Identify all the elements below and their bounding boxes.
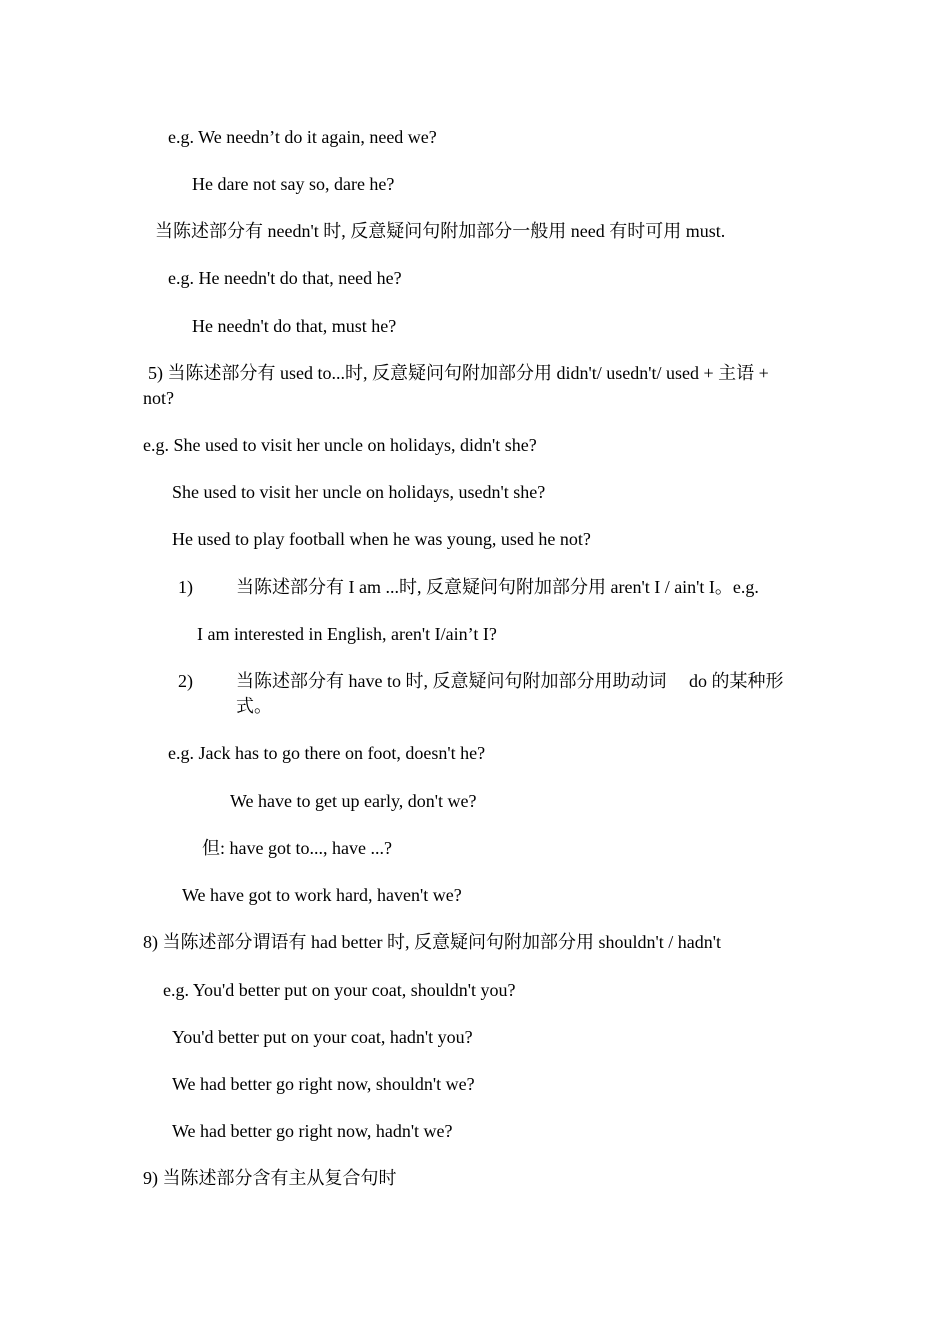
rule-have-to: 当陈述部分有 have to 时, 反意疑问句附加部分用助动词 do 的某种形式。 bbox=[236, 671, 784, 716]
rule-9-complex-sentence: 9) 当陈述部分含有主从复合句时 bbox=[143, 1168, 397, 1188]
list-number-2: 2) bbox=[178, 671, 193, 691]
example-used-to-usedn-t: She used to visit her uncle on holidays, usedn't she? bbox=[172, 482, 546, 502]
rule-needn-t: 当陈述部分有 needn't 时, 反意疑问句附加部分一般用 need 有时可用 must. bbox=[155, 221, 726, 241]
example-had-better-hadn-t-we: We had better go right now, hadn't we? bbox=[172, 1121, 453, 1141]
example-have-got-to: We have got to work hard, haven't we? bbox=[182, 885, 462, 905]
example-has-to: e.g. Jack has to go there on foot, doesn't he? bbox=[168, 743, 486, 763]
example-used-to-used-he-not: He used to play football when he was young, used he not? bbox=[172, 529, 591, 549]
example-have-to: We have to get up early, don't we? bbox=[230, 791, 477, 811]
example-needn-t-need-he: e.g. He needn't do that, need he? bbox=[168, 268, 402, 288]
example-had-better-shouldn-t-you: e.g. You'd better put on your coat, shouldn't you? bbox=[163, 980, 516, 1000]
rule-5-used-to: 5) 当陈述部分有 used to...时, 反意疑问句附加部分用 didn't/ usedn't/ used + 主语 + not? bbox=[143, 363, 769, 408]
example-had-better-hadn-t-you: You'd better put on your coat, hadn't you? bbox=[172, 1027, 473, 1047]
example-i-am: I am interested in English, aren't I/ain’t I? bbox=[197, 624, 497, 644]
rule-8-had-better: 8) 当陈述部分谓语有 had better 时, 反意疑问句附加部分用 shouldn't / hadn't bbox=[143, 932, 721, 952]
example-had-better-shouldn-t-we: We had better go right now, shouldn't we? bbox=[172, 1074, 475, 1094]
note-have-got-to: 但: have got to..., have ...? bbox=[202, 838, 392, 858]
rule-i-am: 当陈述部分有 I am ...时, 反意疑问句附加部分用 aren't I / ain't I。e.g. bbox=[236, 577, 759, 597]
example-needn-t-must-he: He needn't do that, must he? bbox=[192, 316, 397, 336]
example-dare-not: He dare not say so, dare he? bbox=[192, 174, 395, 194]
example-needn-t-need-we: e.g. We needn’t do it again, need we? bbox=[168, 127, 437, 147]
example-used-to-didn-t: e.g. She used to visit her uncle on holidays, didn't she? bbox=[143, 435, 537, 455]
list-number-1: 1) bbox=[178, 577, 193, 597]
